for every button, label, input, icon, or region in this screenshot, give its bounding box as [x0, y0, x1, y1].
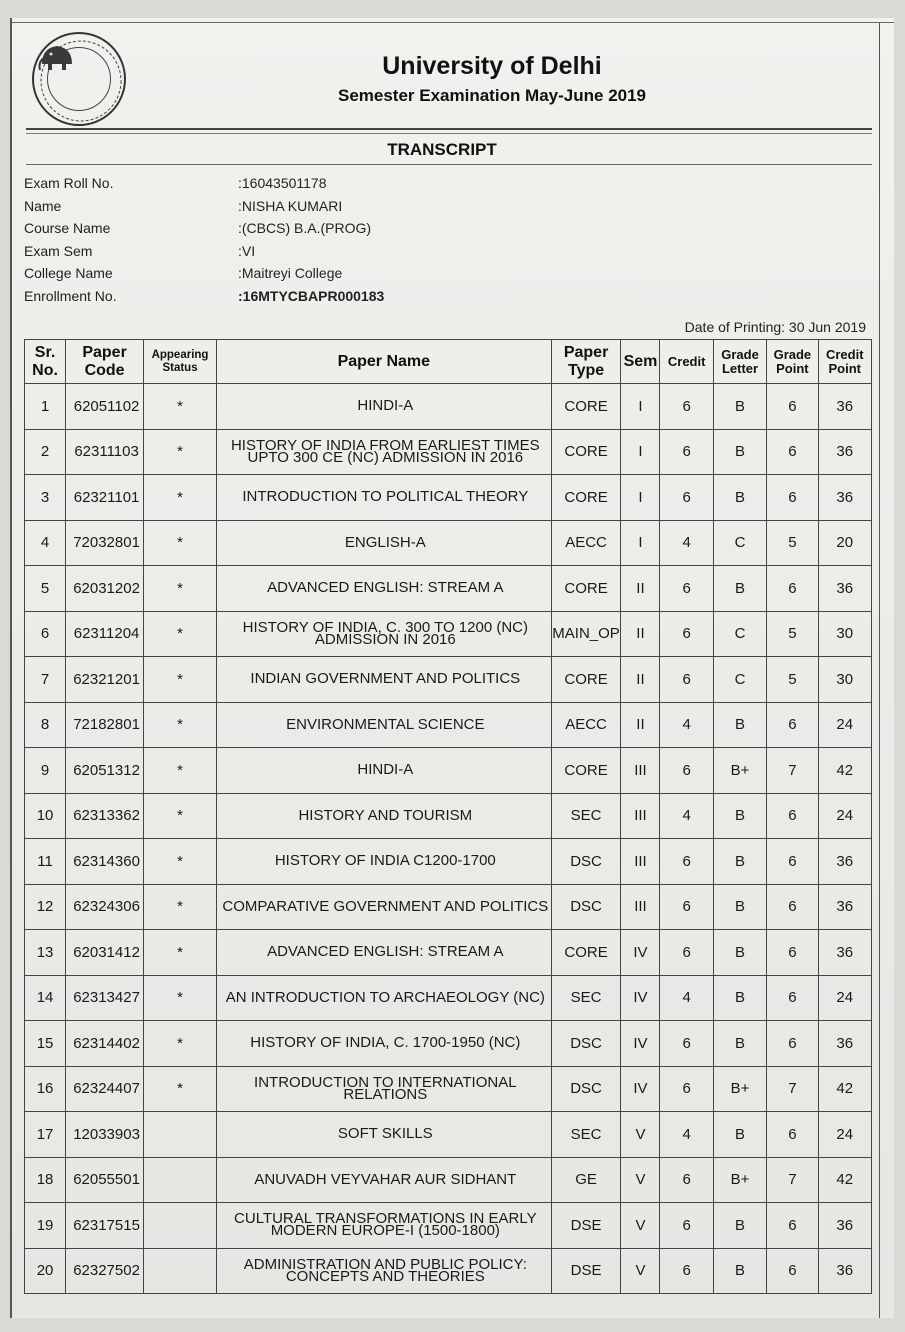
paper-type-cell: CORE	[551, 748, 621, 794]
credit-point-cell: 36	[818, 930, 871, 976]
paper-code-cell: 62327502	[66, 1248, 144, 1294]
credit-point-cell: 36	[818, 566, 871, 612]
table-row	[25, 520, 872, 566]
grade-letter-cell: B	[713, 1021, 766, 1067]
grade-point-cell: 5	[767, 520, 818, 566]
header-credit-point: Credit Point	[818, 340, 871, 384]
table-row	[25, 748, 872, 794]
paper-code-cell: 62317515	[66, 1203, 144, 1249]
sr-cell: 9	[25, 748, 66, 794]
paper-code-cell: 62313362	[66, 793, 144, 839]
credit-point-cell: 36	[818, 475, 871, 521]
paper-name-cell: HISTORY OF INDIA C1200-1700	[216, 839, 551, 885]
paper-name-cell: SOFT SKILLS	[216, 1112, 551, 1158]
appearing-status-cell: *	[144, 520, 217, 566]
paper-name-cell: ADVANCED ENGLISH: STREAM A	[216, 930, 551, 976]
grade-point-cell: 7	[767, 748, 818, 794]
sr-cell: 17	[25, 1112, 66, 1158]
sr-cell: 11	[25, 839, 66, 885]
credit-cell: 4	[660, 1112, 713, 1158]
appearing-status-cell: *	[144, 839, 217, 885]
grade-letter-cell: B	[713, 1203, 766, 1249]
paper-code-cell: 62311103	[66, 429, 144, 475]
info-value: :NISHA KUMARI	[238, 197, 343, 214]
grade-letter-cell: B	[713, 975, 766, 1021]
info-label: Exam Sem	[24, 242, 93, 259]
paper-name-cell: COMPARATIVE GOVERNMENT AND POLITICS	[216, 884, 551, 930]
credit-point-cell: 36	[818, 839, 871, 885]
credit-cell: 6	[660, 657, 713, 703]
sem-cell: I	[621, 429, 660, 475]
student-info	[24, 172, 584, 307]
grade-point-cell: 6	[767, 475, 818, 521]
credit-cell: 6	[660, 748, 713, 794]
sr-cell: 1	[25, 384, 66, 430]
credit-cell: 4	[660, 702, 713, 748]
grade-letter-cell: B	[713, 930, 766, 976]
grade-point-cell: 6	[767, 1021, 818, 1067]
paper-name-cell: ADMINISTRATION AND PUBLIC POLICY: CONCEPTS AND THEORIES	[216, 1248, 551, 1294]
sr-cell: 15	[25, 1021, 66, 1067]
paper-type-cell: DSC	[551, 1021, 621, 1067]
grade-letter-cell: B	[713, 702, 766, 748]
grade-point-cell: 6	[767, 566, 818, 612]
info-row-course	[24, 217, 584, 240]
paper-code-cell: 62314360	[66, 839, 144, 885]
grades-table-body	[25, 384, 872, 1294]
sem-cell: I	[621, 475, 660, 521]
appearing-status-cell: *	[144, 657, 217, 703]
paper-name-cell: ENVIRONMENTAL SCIENCE	[216, 702, 551, 748]
appearing-status-cell: *	[144, 793, 217, 839]
table-row	[25, 1157, 872, 1203]
info-label: Exam Roll No.	[24, 175, 114, 192]
header-sr: Sr. No.	[25, 340, 66, 384]
grade-letter-cell: C	[713, 520, 766, 566]
sem-cell: V	[621, 1203, 660, 1249]
appearing-status-cell: *	[144, 1066, 217, 1112]
table-row	[25, 429, 872, 475]
info-row-name	[24, 195, 584, 218]
grade-point-cell: 6	[767, 1248, 818, 1294]
paper-type-cell: DSC	[551, 1066, 621, 1112]
paper-type-cell: DSE	[551, 1203, 621, 1249]
paper-type-cell: AECC	[551, 702, 621, 748]
paper-code-cell: 12033903	[66, 1112, 144, 1158]
credit-cell: 6	[660, 566, 713, 612]
paper-name-cell: CULTURAL TRANSFORMATIONS IN EARLY MODERN EUROPE-I (1500-1800)	[216, 1203, 551, 1249]
sem-cell: II	[621, 702, 660, 748]
paper-type-cell: SEC	[551, 975, 621, 1021]
paper-code-cell: 62321101	[66, 475, 144, 521]
grade-point-cell: 5	[767, 611, 818, 657]
info-label: College Name	[24, 265, 113, 282]
paper-code-cell: 72182801	[66, 702, 144, 748]
paper-name-cell: ADVANCED ENGLISH: STREAM A	[216, 566, 551, 612]
info-row-sem	[24, 240, 584, 263]
transcript-title: TRANSCRIPT	[387, 140, 497, 159]
sem-cell: II	[621, 657, 660, 703]
credit-cell: 6	[660, 475, 713, 521]
paper-type-cell: DSC	[551, 884, 621, 930]
paper-type-cell: DSE	[551, 1248, 621, 1294]
table-row	[25, 1066, 872, 1112]
paper-type-cell: CORE	[551, 566, 621, 612]
sem-cell: I	[621, 384, 660, 430]
page-right-edge	[879, 22, 880, 1318]
credit-point-cell: 30	[818, 657, 871, 703]
grade-point-cell: 7	[767, 1066, 818, 1112]
grade-letter-cell: B	[713, 429, 766, 475]
credit-cell: 4	[660, 793, 713, 839]
transcript-page	[10, 18, 894, 1318]
grade-letter-cell: B	[713, 793, 766, 839]
sr-cell: 20	[25, 1248, 66, 1294]
paper-type-cell: CORE	[551, 384, 621, 430]
appearing-status-cell: *	[144, 930, 217, 976]
credit-point-cell: 36	[818, 429, 871, 475]
info-label: Course Name	[24, 220, 111, 237]
table-row	[25, 566, 872, 612]
paper-type-cell: AECC	[551, 520, 621, 566]
appearing-status-cell: *	[144, 1021, 217, 1067]
grade-letter-cell: B	[713, 884, 766, 930]
paper-type-cell: CORE	[551, 930, 621, 976]
paper-name-cell: INDIAN GOVERNMENT AND POLITICS	[216, 657, 551, 703]
appearing-status-cell	[144, 1112, 217, 1158]
credit-cell: 6	[660, 1248, 713, 1294]
exam-title: Semester Examination May-June 2019	[337, 86, 647, 105]
appearing-status-cell	[144, 1203, 217, 1249]
credit-point-cell: 20	[818, 520, 871, 566]
credit-point-cell: 36	[818, 1248, 871, 1294]
sr-cell: 2	[25, 429, 66, 475]
credit-cell: 6	[660, 839, 713, 885]
grade-letter-cell: B	[713, 839, 766, 885]
sem-cell: V	[621, 1157, 660, 1203]
paper-name-cell: HISTORY OF INDIA FROM EARLIEST TIMES UPTO 300 CE (NC) ADMISSION IN 2016	[216, 429, 551, 475]
sem-cell: III	[621, 839, 660, 885]
paper-code-cell: 62324407	[66, 1066, 144, 1112]
appearing-status-cell: *	[144, 702, 217, 748]
grades-table	[24, 339, 872, 1294]
header-type: Paper Type	[551, 340, 621, 384]
sem-cell: V	[621, 1248, 660, 1294]
paper-code-cell: 62313427	[66, 975, 144, 1021]
paper-type-cell: MAIN_OP	[551, 611, 621, 657]
grade-letter-cell: B+	[713, 748, 766, 794]
table-row	[25, 839, 872, 885]
grade-point-cell: 6	[767, 884, 818, 930]
sem-cell: IV	[621, 975, 660, 1021]
info-row-roll	[24, 172, 584, 195]
sr-cell: 14	[25, 975, 66, 1021]
title-divider	[26, 164, 872, 165]
grade-letter-cell: B	[713, 384, 766, 430]
paper-name-cell: HISTORY AND TOURISM	[216, 793, 551, 839]
credit-cell: 6	[660, 1203, 713, 1249]
paper-name-cell: ENGLISH-A	[216, 520, 551, 566]
credit-point-cell: 24	[818, 1112, 871, 1158]
sr-cell: 4	[25, 520, 66, 566]
credit-cell: 6	[660, 884, 713, 930]
credit-point-cell: 36	[818, 1203, 871, 1249]
sem-cell: IV	[621, 1021, 660, 1067]
grade-point-cell: 7	[767, 1157, 818, 1203]
header-appearing: Appearing Status	[144, 340, 217, 384]
appearing-status-cell: *	[144, 975, 217, 1021]
sem-cell: II	[621, 611, 660, 657]
credit-cell: 6	[660, 611, 713, 657]
paper-type-cell: CORE	[551, 657, 621, 703]
paper-code-cell: 62311204	[66, 611, 144, 657]
table-row	[25, 793, 872, 839]
grade-point-cell: 5	[767, 657, 818, 703]
paper-name-cell: HINDI-A	[216, 384, 551, 430]
header-grade-point: Grade Point	[767, 340, 818, 384]
credit-point-cell: 42	[818, 1157, 871, 1203]
table-row	[25, 702, 872, 748]
sr-cell: 3	[25, 475, 66, 521]
grade-point-cell: 6	[767, 975, 818, 1021]
credit-point-cell: 24	[818, 793, 871, 839]
paper-type-cell: SEC	[551, 1112, 621, 1158]
sr-cell: 18	[25, 1157, 66, 1203]
credit-point-cell: 30	[818, 611, 871, 657]
appearing-status-cell: *	[144, 748, 217, 794]
header-divider-thin	[26, 133, 872, 134]
paper-code-cell: 62031202	[66, 566, 144, 612]
appearing-status-cell: *	[144, 384, 217, 430]
sr-cell: 6	[25, 611, 66, 657]
paper-code-cell: 72032801	[66, 520, 144, 566]
sr-cell: 10	[25, 793, 66, 839]
table-row	[25, 1021, 872, 1067]
university-name: University of Delhi	[382, 52, 602, 80]
paper-code-cell: 62314402	[66, 1021, 144, 1067]
header-code: Paper Code	[66, 340, 144, 384]
sr-cell: 19	[25, 1203, 66, 1249]
paper-name-cell: INTRODUCTION TO POLITICAL THEORY	[216, 475, 551, 521]
paper-name-cell: HINDI-A	[216, 748, 551, 794]
credit-cell: 6	[660, 384, 713, 430]
table-row	[25, 657, 872, 703]
paper-type-cell: SEC	[551, 793, 621, 839]
paper-code-cell: 62055501	[66, 1157, 144, 1203]
header-divider	[26, 128, 872, 130]
info-label: Enrollment No.	[24, 287, 117, 304]
paper-type-cell: CORE	[551, 475, 621, 521]
header-grade-letter: Grade Letter	[713, 340, 766, 384]
header-paper-name: Paper Name	[216, 340, 551, 384]
elephant-emblem-icon	[34, 34, 80, 80]
credit-cell: 6	[660, 1021, 713, 1067]
credit-cell: 6	[660, 930, 713, 976]
sr-cell: 5	[25, 566, 66, 612]
university-seal-icon	[32, 32, 126, 126]
grade-point-cell: 6	[767, 384, 818, 430]
info-value: :VI	[238, 242, 256, 259]
table-row	[25, 975, 872, 1021]
info-value: :Maitreyi College	[238, 265, 343, 282]
grade-letter-cell: C	[713, 657, 766, 703]
sr-cell: 16	[25, 1066, 66, 1112]
grade-point-cell: 6	[767, 793, 818, 839]
table-row	[25, 1112, 872, 1158]
sem-cell: IV	[621, 930, 660, 976]
table-row	[25, 384, 872, 430]
grade-letter-cell: C	[713, 611, 766, 657]
info-row-college	[24, 262, 584, 285]
paper-name-cell: HISTORY OF INDIA, C. 300 TO 1200 (NC) ADMISSION IN 2016	[216, 611, 551, 657]
header-sem: Sem	[621, 340, 660, 384]
paper-name-cell: HISTORY OF INDIA, C. 1700-1950 (NC)	[216, 1021, 551, 1067]
paper-type-cell: CORE	[551, 429, 621, 475]
paper-code-cell: 62321201	[66, 657, 144, 703]
table-row	[25, 1248, 872, 1294]
print-date: Date of Printing: 30 Jun 2019	[684, 319, 866, 335]
table-row	[25, 930, 872, 976]
table-row	[25, 884, 872, 930]
grade-point-cell: 6	[767, 930, 818, 976]
info-value: :16MTYCBAPR000183	[238, 287, 385, 304]
sem-cell: II	[621, 566, 660, 612]
sr-cell: 13	[25, 930, 66, 976]
appearing-status-cell	[144, 1248, 217, 1294]
sem-cell: I	[621, 520, 660, 566]
table-row	[25, 611, 872, 657]
appearing-status-cell: *	[144, 884, 217, 930]
paper-name-cell: AN INTRODUCTION TO ARCHAEOLOGY (NC)	[216, 975, 551, 1021]
grade-point-cell: 6	[767, 429, 818, 475]
grade-letter-cell: B	[713, 1248, 766, 1294]
table-header-row	[25, 340, 872, 384]
grade-letter-cell: B	[713, 566, 766, 612]
credit-cell: 4	[660, 520, 713, 566]
appearing-status-cell: *	[144, 566, 217, 612]
info-label: Name	[24, 197, 62, 214]
appearing-status-cell: *	[144, 429, 217, 475]
grade-letter-cell: B	[713, 1112, 766, 1158]
credit-point-cell: 24	[818, 702, 871, 748]
grade-letter-cell: B+	[713, 1066, 766, 1112]
credit-cell: 6	[660, 429, 713, 475]
sem-cell: V	[621, 1112, 660, 1158]
credit-point-cell: 24	[818, 975, 871, 1021]
credit-point-cell: 36	[818, 384, 871, 430]
sem-cell: III	[621, 793, 660, 839]
paper-type-cell: GE	[551, 1157, 621, 1203]
credit-cell: 4	[660, 975, 713, 1021]
credit-point-cell: 42	[818, 1066, 871, 1112]
sr-cell: 8	[25, 702, 66, 748]
paper-type-cell: DSC	[551, 839, 621, 885]
sem-cell: III	[621, 884, 660, 930]
table-row	[25, 1203, 872, 1249]
grade-letter-cell: B+	[713, 1157, 766, 1203]
table-row	[25, 475, 872, 521]
credit-cell: 6	[660, 1066, 713, 1112]
paper-code-cell: 62051102	[66, 384, 144, 430]
sr-cell: 12	[25, 884, 66, 930]
info-value: :16043501178	[238, 175, 327, 192]
transcript-header	[12, 18, 894, 159]
grade-letter-cell: B	[713, 475, 766, 521]
paper-code-cell: 62031412	[66, 930, 144, 976]
appearing-status-cell	[144, 1157, 217, 1203]
info-row-enrollment	[24, 285, 584, 308]
header-credit: Credit	[660, 340, 713, 384]
paper-code-cell: 62324306	[66, 884, 144, 930]
sem-cell: III	[621, 748, 660, 794]
info-value: :(CBCS) B.A.(PROG)	[238, 220, 372, 237]
sr-cell: 7	[25, 657, 66, 703]
grade-point-cell: 6	[767, 839, 818, 885]
credit-point-cell: 36	[818, 1021, 871, 1067]
credit-point-cell: 36	[818, 884, 871, 930]
paper-code-cell: 62051312	[66, 748, 144, 794]
appearing-status-cell: *	[144, 611, 217, 657]
credit-cell: 6	[660, 1157, 713, 1203]
paper-name-cell: INTRODUCTION TO INTERNATIONAL RELATIONS	[216, 1066, 551, 1112]
credit-point-cell: 42	[818, 748, 871, 794]
grade-point-cell: 6	[767, 1203, 818, 1249]
paper-name-cell: ANUVADH VEYVAHAR AUR SIDHANT	[216, 1157, 551, 1203]
grade-point-cell: 6	[767, 1112, 818, 1158]
grade-point-cell: 6	[767, 702, 818, 748]
sem-cell: IV	[621, 1066, 660, 1112]
appearing-status-cell: *	[144, 475, 217, 521]
